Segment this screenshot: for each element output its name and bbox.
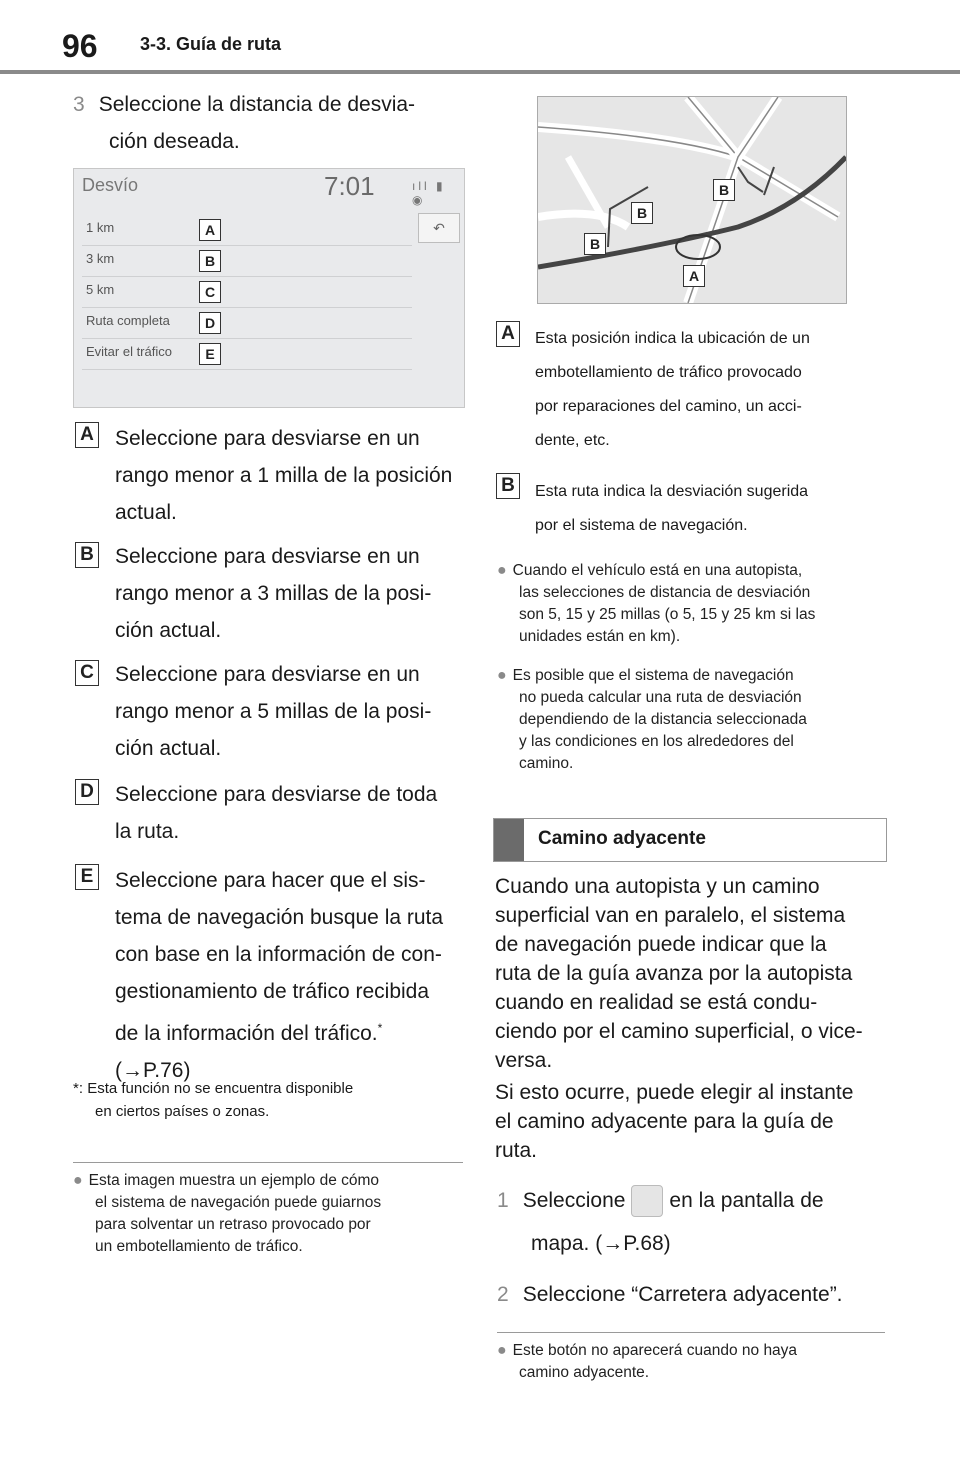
tag-c: C bbox=[75, 660, 99, 686]
text-line: no pueda calcular una ruta de desviación bbox=[519, 689, 802, 706]
bullet-icon: ● bbox=[73, 1172, 83, 1189]
row-tag: C bbox=[199, 281, 221, 303]
adjacent-road-icon[interactable] bbox=[631, 1185, 663, 1217]
text-line: dente, etc. bbox=[535, 432, 610, 449]
row-label: 5 km bbox=[86, 282, 115, 297]
page-reference-link[interactable]: mapa. (→P.68) bbox=[531, 1232, 671, 1255]
row-tag: A bbox=[199, 219, 221, 241]
text-line: y las condiciones en los alrededores del bbox=[519, 733, 794, 750]
text-line: actual. bbox=[115, 501, 177, 524]
text-line: en ciertos países o zonas. bbox=[95, 1103, 270, 1120]
text-line: tema de navegación busque la ruta bbox=[115, 906, 444, 929]
item-d-text bbox=[115, 776, 437, 850]
section-heading: Camino adyacente bbox=[538, 828, 706, 849]
heading-bar bbox=[494, 819, 524, 861]
text-line: de la información del tráfico. bbox=[115, 1022, 378, 1045]
text-line: ciendo por el camino superficial, o vice- bbox=[495, 1020, 863, 1043]
step-text-line: ción deseada. bbox=[109, 130, 240, 153]
text-line: rango menor a 3 millas de la posi- bbox=[115, 582, 432, 605]
item-a-text bbox=[115, 420, 452, 531]
text-line: Cuando el vehículo está en una autopista, bbox=[512, 562, 803, 579]
step-1 bbox=[497, 1182, 824, 1262]
step-text-line: Seleccione la distancia de desvia- bbox=[98, 93, 416, 116]
text-line: superficial van en paralelo, el sistema bbox=[495, 904, 846, 927]
screen-row bbox=[82, 214, 412, 246]
text-line: ción actual. bbox=[115, 737, 222, 760]
screen-title: Desvío bbox=[82, 175, 139, 195]
footnote bbox=[73, 1077, 473, 1123]
text-line: Este botón no aparecerá cuando no haya bbox=[512, 1342, 798, 1359]
text-line: en la pantalla de bbox=[669, 1189, 824, 1212]
row-label: 1 km bbox=[86, 220, 115, 235]
text-line: el sistema de navegación puede guiarnos bbox=[95, 1194, 382, 1211]
footnote-marker: *: bbox=[73, 1080, 84, 1097]
step-3 bbox=[73, 86, 463, 160]
step-number: 1 bbox=[497, 1189, 509, 1212]
desc-a-text bbox=[535, 322, 810, 458]
tag-d: D bbox=[75, 779, 99, 805]
step-2 bbox=[497, 1276, 843, 1313]
row-tag: D bbox=[199, 312, 221, 334]
step-number: 3 bbox=[73, 93, 85, 116]
row-tag: B bbox=[199, 250, 221, 272]
divider bbox=[73, 1162, 463, 1163]
text-line: Esta imagen muestra un ejemplo de cómo bbox=[88, 1172, 380, 1189]
back-icon: ↶ bbox=[418, 213, 460, 243]
divider bbox=[497, 1332, 885, 1333]
text-line: cuando en realidad se está condu- bbox=[495, 991, 818, 1014]
text-line: unidades están en km). bbox=[519, 628, 681, 645]
text-line: Esta ruta indica la desviación sugerida bbox=[535, 483, 809, 500]
tag-b: B bbox=[75, 542, 99, 568]
item-b-text bbox=[115, 538, 431, 649]
text-line: Seleccione para desviarse en un bbox=[115, 663, 420, 686]
text-line: Seleccione para desviarse en un bbox=[115, 545, 420, 568]
detour-screen-image bbox=[73, 168, 465, 408]
screen-clock: 7:01 bbox=[324, 171, 375, 201]
text-line: embotellamiento de tráfico provocado bbox=[535, 364, 802, 381]
text-line: con base en la información de con- bbox=[115, 943, 442, 966]
tag-b: B bbox=[496, 473, 520, 499]
text-line: Esta posición indica la ubicación de un bbox=[535, 330, 810, 347]
text-line: dependiendo de la distancia seleccionada bbox=[519, 711, 807, 728]
row-label: 3 km bbox=[86, 251, 115, 266]
text-line: la ruta. bbox=[115, 820, 180, 843]
text-line: Esta función no se encuentra disponible bbox=[87, 1080, 354, 1097]
text-line: versa. bbox=[495, 1049, 553, 1072]
text-line: ruta. bbox=[495, 1139, 538, 1162]
text-line: el camino adyacente para la guía de bbox=[495, 1110, 834, 1133]
screen-row bbox=[82, 338, 412, 370]
bullet-icon: ● bbox=[497, 667, 507, 684]
text-line: por el sistema de navegación. bbox=[535, 517, 748, 534]
map-tag: B bbox=[631, 202, 653, 224]
text-line: Seleccione para hacer que el sis- bbox=[115, 869, 426, 892]
text-line: Es posible que el sistema de navegación bbox=[512, 667, 794, 684]
text-line: gestionamiento de tráfico recibida bbox=[115, 980, 430, 1003]
bullet-icon: ● bbox=[497, 562, 507, 579]
item-e-text bbox=[115, 862, 443, 1089]
item-c-text bbox=[115, 656, 431, 767]
body-paragraph bbox=[495, 872, 863, 1075]
note bbox=[497, 560, 897, 648]
footnote-mark: * bbox=[377, 1021, 383, 1035]
text-line: las selecciones de distancia de desviación bbox=[519, 584, 811, 601]
bullet-icon: ● bbox=[497, 1342, 507, 1359]
screen-row bbox=[82, 307, 412, 339]
text-line: de navegación puede indicar que la bbox=[495, 933, 827, 956]
page-number: 96 bbox=[62, 28, 98, 64]
note bbox=[497, 665, 897, 775]
map-tag: B bbox=[713, 179, 735, 201]
map-tag: A bbox=[683, 265, 705, 287]
text-line: camino adyacente. bbox=[519, 1364, 650, 1381]
text-line: rango menor a 1 milla de la posición bbox=[115, 464, 453, 487]
tag-e: E bbox=[75, 864, 99, 890]
text-line: ción actual. bbox=[115, 619, 222, 642]
screen-row bbox=[82, 276, 412, 308]
tag-a: A bbox=[496, 321, 520, 347]
map-tag: B bbox=[584, 233, 606, 255]
text-line: para solventar un retraso provocado por bbox=[95, 1216, 371, 1233]
row-label: Evitar el tráfico bbox=[86, 344, 172, 359]
step-number: 2 bbox=[497, 1283, 509, 1306]
text-line: Seleccione para desviarse de toda bbox=[115, 783, 438, 806]
text-line: ruta de la guía avanza por la autopista bbox=[495, 962, 853, 985]
row-tag: E bbox=[199, 343, 221, 365]
note bbox=[497, 1340, 897, 1384]
text-line: un embotellamiento de tráfico. bbox=[95, 1238, 303, 1255]
detour-map-image bbox=[537, 96, 847, 304]
text-line: Cuando una autopista y un camino bbox=[495, 875, 820, 898]
text-line: por reparaciones del camino, un acci- bbox=[535, 398, 802, 415]
text-line: Si esto ocurre, puede elegir al instante bbox=[495, 1081, 854, 1104]
section-heading-box bbox=[493, 818, 887, 862]
text-line: rango menor a 5 millas de la posi- bbox=[115, 700, 432, 723]
text-line: Seleccione para desviarse en un bbox=[115, 427, 420, 450]
text-line: Seleccione “Carretera adyacente”. bbox=[522, 1283, 843, 1306]
text-line: son 5, 15 y 25 millas (o 5, 15 y 25 km si las bbox=[519, 606, 816, 623]
tag-a: A bbox=[75, 422, 99, 448]
body-paragraph bbox=[495, 1078, 853, 1165]
text-line: Seleccione bbox=[522, 1189, 626, 1212]
status-icons: ıll ▮ ◉ bbox=[412, 179, 446, 207]
text-line: camino. bbox=[519, 755, 574, 772]
note bbox=[73, 1170, 473, 1258]
page-reference-link[interactable]: (→P.76) bbox=[115, 1059, 191, 1082]
desc-b-text bbox=[535, 475, 808, 543]
row-label: Ruta completa bbox=[86, 313, 170, 328]
section-title: 3-3. Guía de ruta bbox=[140, 34, 282, 54]
header-rule bbox=[0, 70, 960, 74]
screen-row bbox=[82, 245, 412, 277]
